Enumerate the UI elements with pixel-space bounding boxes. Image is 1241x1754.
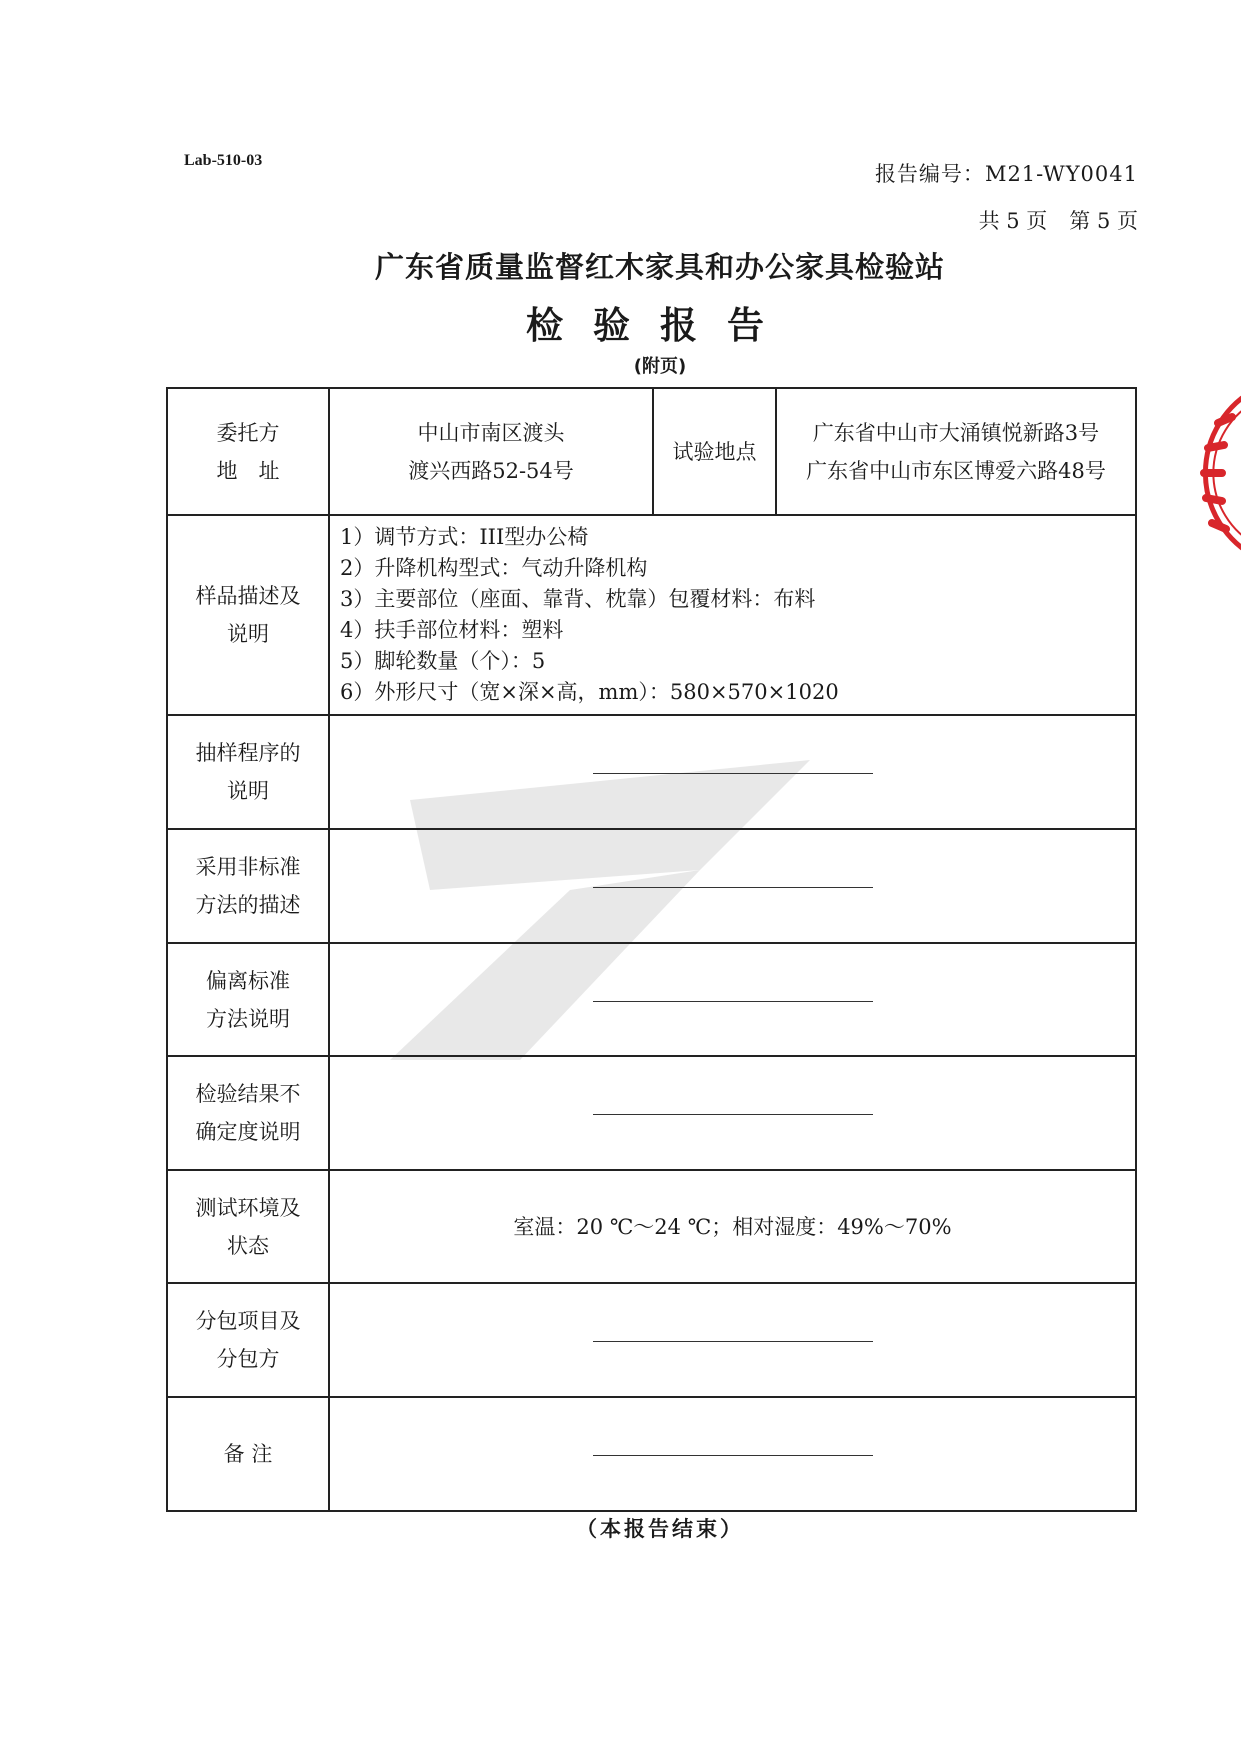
report-number-value: M21-WY0041	[984, 162, 1138, 186]
row-subcontract	[167, 1283, 1136, 1397]
nonstandard-method-label	[167, 829, 329, 943]
remarks-label: 备 注	[167, 1397, 329, 1511]
environment-value: 室温：20 ℃～24 ℃；相对湿度：49%～70%	[329, 1170, 1136, 1283]
uncertainty-value	[329, 1056, 1136, 1170]
sample-item: 6）外形尺寸（宽×深×高，mm）：580×570×1020	[340, 680, 839, 704]
environment-label-line1: 测试环境及	[195, 1195, 301, 1220]
report-table	[166, 387, 1137, 1512]
empty-dash	[593, 1114, 873, 1115]
client-address-line1: 中山市南区渡头	[417, 420, 565, 445]
document-title: 检验报告	[526, 304, 794, 347]
deviation-label	[167, 943, 329, 1056]
sample-description-label	[167, 515, 329, 715]
current-page: 第 5 页	[1069, 209, 1138, 233]
nonstandard-label-line1: 采用非标准	[195, 855, 301, 879]
environment-label-line2: 状态	[227, 1233, 269, 1258]
client-address-line2: 渡兴西路52-54号	[408, 458, 574, 483]
sampling-procedure-value	[329, 715, 1136, 829]
remarks-value	[329, 1397, 1136, 1511]
report-number	[875, 158, 1138, 188]
test-location-label: 试验地点	[653, 388, 776, 515]
client-label-line2: 地 址	[216, 458, 280, 483]
sampling-label-line2: 说明	[227, 779, 269, 803]
subcontract-label	[167, 1283, 329, 1397]
report-end-note: （本报告结束）	[576, 1517, 744, 1541]
row-uncertainty	[167, 1056, 1136, 1170]
sample-description-value	[329, 515, 1136, 715]
subcontract-value	[329, 1283, 1136, 1397]
subcontract-label-line2: 分包方	[216, 1347, 280, 1371]
row-deviation	[167, 943, 1136, 1056]
environment-label	[167, 1170, 329, 1283]
nonstandard-method-value	[329, 829, 1136, 943]
row-sample-description	[167, 515, 1136, 715]
sample-item: 4）扶手部位材料：塑料	[340, 618, 564, 642]
client-label-line1: 委托方	[216, 420, 280, 445]
report-number-label: 报告编号：	[874, 162, 985, 186]
test-location-line1: 广东省中山市大涌镇悦新路3号	[812, 420, 1100, 445]
red-seal-stamp-icon	[1178, 378, 1241, 568]
test-location-line2: 广东省中山市东区博爱六路48号	[806, 458, 1106, 483]
client-address-label	[167, 388, 329, 515]
client-address-value	[329, 388, 653, 515]
test-location-value	[776, 388, 1136, 515]
sampling-procedure-label	[167, 715, 329, 829]
organization-title: 广东省质量监督红木家具和办公家具检验站	[374, 250, 945, 284]
empty-dash	[593, 887, 873, 888]
empty-dash	[593, 1341, 873, 1342]
deviation-label-line2: 方法说明	[206, 1006, 290, 1031]
sample-item: 1）调节方式：III型办公椅	[340, 525, 589, 549]
sample-item: 5）脚轮数量（个）：5	[340, 649, 546, 673]
sampling-label-line1: 抽样程序的	[195, 741, 301, 765]
lab-code: Lab-510-03	[184, 152, 263, 169]
subcontract-label-line1: 分包项目及	[195, 1309, 301, 1333]
row-nonstandard-method	[167, 829, 1136, 943]
sample-item: 2）升降机构型式：气动升降机构	[340, 556, 648, 580]
sample-label-line1: 样品描述及	[195, 584, 301, 608]
deviation-label-line1: 偏离标准	[206, 968, 290, 993]
page-info	[973, 205, 1138, 235]
uncertainty-label-line2: 确定度说明	[195, 1120, 301, 1144]
appendix-label: (附页)	[633, 356, 687, 377]
empty-dash	[593, 1001, 873, 1002]
row-client-address	[167, 388, 1136, 515]
total-pages: 共 5 页	[978, 209, 1048, 233]
uncertainty-label-line1: 检验结果不	[195, 1082, 301, 1106]
sample-label-line2: 说明	[227, 622, 269, 646]
deviation-value	[329, 943, 1136, 1056]
sample-item: 3）主要部位（座面、靠背、枕靠）包覆材料：布料	[340, 587, 816, 611]
row-environment	[167, 1170, 1136, 1283]
row-sampling-procedure	[167, 715, 1136, 829]
empty-dash	[593, 1455, 873, 1456]
uncertainty-label	[167, 1056, 329, 1170]
row-remarks	[167, 1397, 1136, 1511]
empty-dash	[593, 773, 873, 774]
nonstandard-label-line2: 方法的描述	[195, 893, 301, 917]
